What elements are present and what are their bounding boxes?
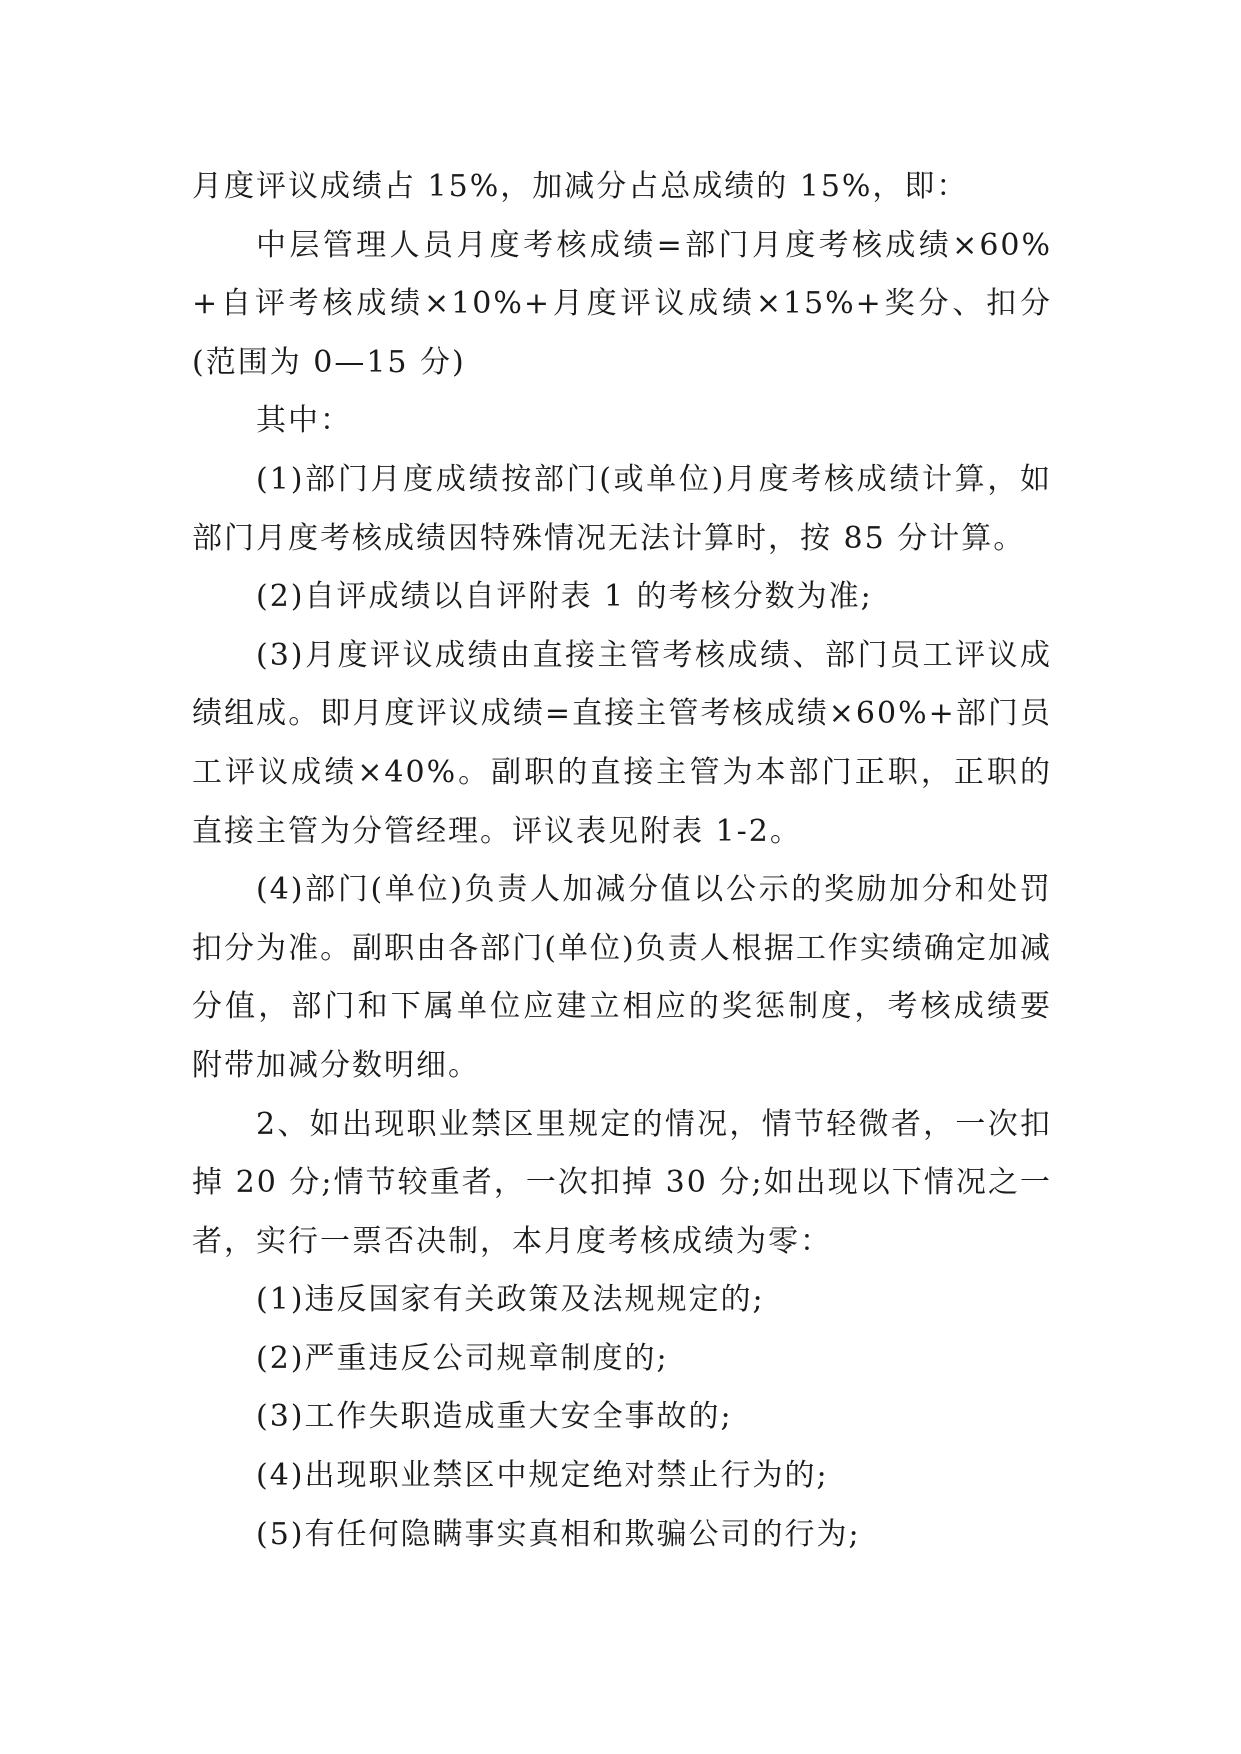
paragraph-item-4: (4)部门(单位)负责人加减分值以公示的奖励加分和处罚扣分为准。副职由各部门(单位)负责人根据工作实绩确定加减分值，部门和下属单位应建立相应的奖惩制度，考核成绩要附带加减分数明细。: [192, 872, 1052, 1083]
paragraph-veto-4: (4)出现职业禁区中规定绝对禁止行为的;: [256, 1458, 829, 1494]
paragraph-veto-3: (3)工作失职造成重大安全事故的;: [256, 1399, 733, 1435]
paragraph-item-3: (3)月度评议成绩由直接主管考核成绩、部门员工评议成绩组成。即月度评议成绩=直接主管考核成绩×60%+部门员工评议成绩×40%。副职的直接主管为本部门正职，正职的直接主管为分管经理。评议表见附表 1-2。: [192, 637, 1052, 849]
document-body: [192, 158, 1052, 1564]
paragraph-item-1: (1)部门月度成绩按部门(或单位)月度考核成绩计算，如部门月度考核成绩因特殊情况无法计算时，按 85 分计算。: [192, 461, 1052, 556]
paragraph-veto-5: (5)有任何隐瞒事实真相和欺骗公司的行为;: [256, 1516, 861, 1552]
paragraph-veto-2: (2)严重违反公司规章制度的;: [256, 1340, 669, 1376]
paragraph-veto-1: (1)违反国家有关政策及法规规定的;: [256, 1282, 765, 1318]
paragraph-weighting-intro: 月度评议成绩占 15%，加减分占总成绩的 15%，即：: [192, 169, 969, 204]
paragraph-section-2: 2、如出现职业禁区里规定的情况，情节轻微者，一次扣掉 20 分;情节较重者，一次扣掉 30 分;如出现以下情况之一者，实行一票否决制，本月度考核成绩为零：: [192, 1106, 1052, 1259]
paragraph-among-them: 其中：: [256, 403, 352, 439]
paragraph-formula: 中层管理人员月度考核成绩=部门月度考核成绩×60%+自评考核成绩×10%+月度评议成绩×15%+奖分、扣分(范围为 0—15 分): [192, 227, 1052, 380]
paragraph-item-2: (2)自评成绩以自评附表 1 的考核分数为准;: [256, 579, 873, 615]
